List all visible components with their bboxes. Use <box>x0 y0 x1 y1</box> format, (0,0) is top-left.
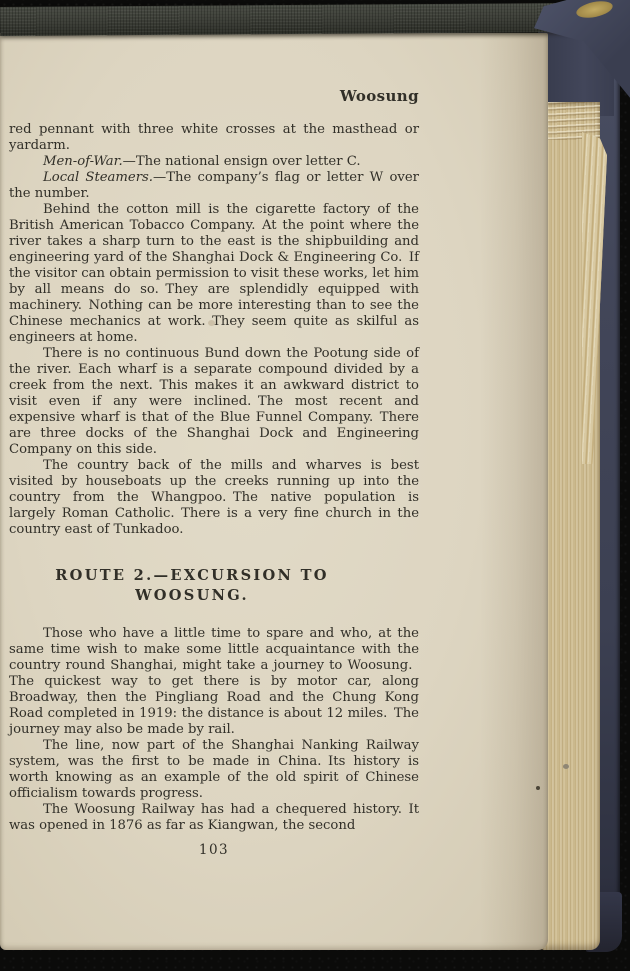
paragraph <box>9 802 419 834</box>
paragraph-text: Those who have a little time to spare and who, at the same time wish to make some little acquaintance with the country round Shanghai, might take a journey to Woosung. The quickest way to get there is by motor car, along Broadway, then the Pingliang Road and the Chung Kong Road completed in 1919: the distance is about 12 miles. The journey may also be made by rail. <box>9 626 419 737</box>
paragraph-text: The Woosung Railway has had a chequered history. It was opened in 1876 as far as Kiangwan, the second <box>9 802 419 833</box>
running-header: Woosung <box>339 87 419 105</box>
paragraph-text: —The company’s flag or letter W over the number. <box>9 170 419 201</box>
paragraph <box>9 626 419 738</box>
paragraph-text: red pennant with three white crosses at the masthead or yardarm. <box>9 122 419 153</box>
paragraph-text: Behind the cotton mill is the cigarette factory of the British American Tobacco Company. At the point where the river takes a sharp turn to the east is the shipbuilding and engineering yard of the Shanghai Dock & Engineering Co. If the visitor can obtain permission to visit these works, let him by all means do so. They are splendidly equipped with machinery. Nothing can be more interesting than to see the Chinese mechanics at work. They seem quite as skilful as engineers at home. <box>9 202 419 345</box>
book-page <box>0 33 548 950</box>
paragraph <box>9 154 419 170</box>
paragraph <box>9 738 419 802</box>
printed-text-block <box>9 88 419 858</box>
book-cover-top-edge <box>0 3 620 36</box>
paragraph-text: There is no continuous Bund down the Pootung side of the river. Each wharf is a separate compound divided by a creek from the next. This makes it an awkward district to visit even if any were inclined. The most recent and expensive wharf is that of the Blue Funnel Company. There are three docks of the Shanghai Dock and Engineering Company on this side. <box>9 346 419 457</box>
paragraph-text: —The national ensign over letter C. <box>122 154 361 169</box>
paragraph <box>9 458 419 538</box>
paragraph-italic-lead: Men-of-War. <box>43 154 123 169</box>
scan-speck <box>536 786 540 790</box>
paragraph-italic-lead: Local Steamers. <box>43 170 153 185</box>
page-number: 103 <box>198 842 230 858</box>
paper-foxing-spot <box>208 320 215 326</box>
paragraph-text: The line, now part of the Shanghai Nanking Railway system, was the first to be made in China. Its history is worth knowing as an example of the old spirit of Chinese officialism towards progress. <box>9 738 419 801</box>
paragraph-text: The country back of the mills and wharves is best visited by houseboats up the creeks running up into the country from the Whangpoo. The native population is largely Roman Catholic. There is a very fine church in the country east of Tunkadoo. <box>9 458 419 537</box>
paragraph <box>9 170 419 202</box>
scan-speck <box>563 764 569 769</box>
section-heading: ROUTE 2.—EXCURSION TO WOOSUNG. <box>55 567 329 604</box>
paragraph <box>9 346 419 458</box>
paragraph <box>9 122 419 154</box>
